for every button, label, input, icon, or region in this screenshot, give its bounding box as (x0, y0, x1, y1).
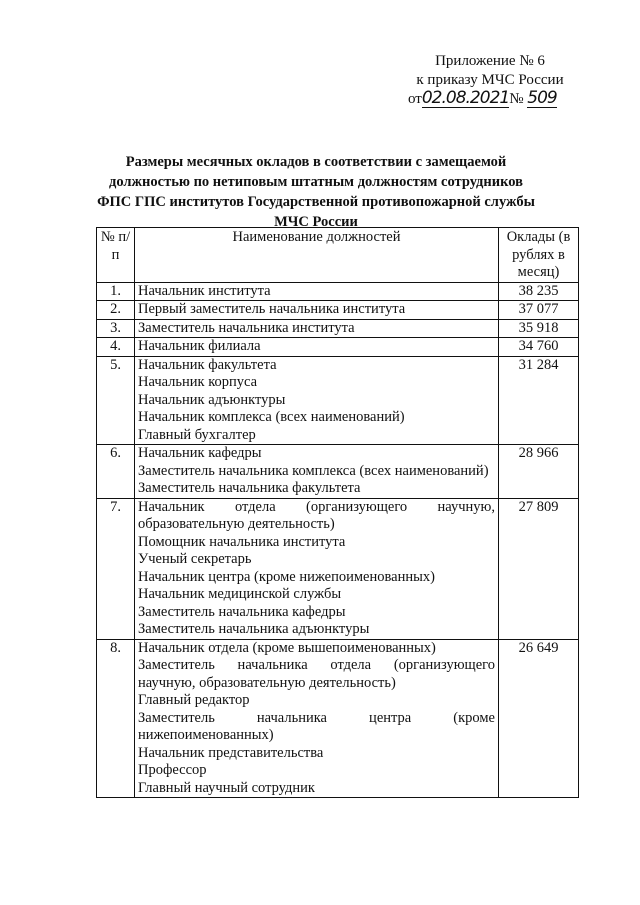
salary-value: 34 760 (499, 338, 579, 357)
table-row (97, 319, 579, 338)
row-number: 7. (97, 498, 135, 639)
position-name: Начальник медицинской службы (138, 586, 342, 602)
position-name: Главный редактор (138, 692, 250, 708)
row-number: 8. (97, 639, 135, 798)
salary-value: 27 809 (499, 498, 579, 639)
header-name: Наименование должностей (135, 228, 499, 283)
row-number: 2. (97, 301, 135, 320)
table-row (97, 282, 579, 301)
position-name: Профессор (138, 762, 207, 778)
salary-value: 35 918 (499, 319, 579, 338)
table-body (97, 282, 579, 798)
row-number: 6. (97, 445, 135, 499)
salary-value: 28 966 (499, 445, 579, 499)
table-row (97, 301, 579, 320)
position-name: Главный бухгалтер (138, 426, 256, 443)
positions-cell (135, 445, 499, 499)
position-name: Начальник корпуса (138, 374, 258, 390)
position-name: Главный научный сотрудник (138, 779, 315, 796)
positions-cell (135, 639, 499, 798)
position-name: Заместитель начальника кафедры (138, 603, 346, 620)
handwritten-order-number: 509 (527, 88, 557, 108)
position-name: Начальник центра (кроме нижепоименованных) (138, 568, 435, 585)
positions-cell (135, 498, 499, 639)
position-name: Начальник комплекса (всех наименований) (138, 409, 405, 425)
row-number: 4. (97, 338, 135, 357)
row-number: 1. (97, 282, 135, 301)
position-name: Начальник представительства (138, 744, 324, 761)
position-name: Начальник факультета (138, 356, 277, 373)
table-row (97, 338, 579, 357)
number-sign: № (509, 91, 524, 107)
positions-cell (135, 301, 499, 320)
table-header-row (97, 228, 579, 283)
position-name: Первый заместитель начальника института (138, 301, 406, 317)
handwritten-date: 02.08.2021 (421, 88, 510, 108)
position-name: Заместитель начальника института (138, 319, 355, 336)
salary-value: 38 235 (499, 282, 579, 301)
header-num: № п/п (97, 228, 135, 283)
table-row (97, 498, 579, 639)
appendix-number: Приложение № 6 (435, 53, 545, 69)
position-name: Начальник филиала (138, 338, 261, 354)
position-name: Ученый секретарь (138, 551, 252, 567)
header-salary: Оклады (в рублях в месяц) (499, 228, 579, 283)
position-name: Заместитель начальника адъюнктуры (138, 621, 370, 637)
salary-table (96, 227, 579, 798)
from-prefix: от (408, 91, 422, 107)
position-name: Начальник института (138, 282, 271, 299)
positions-cell (135, 282, 499, 301)
position-name: Заместитель начальника комплекса (всех наименований) (138, 462, 489, 479)
positions-cell (135, 319, 499, 338)
salary-value: 37 077 (499, 301, 579, 320)
row-number: 5. (97, 356, 135, 445)
document-title: Размеры месячных окладов в соответствии с замещаемой должностью по нетиповым штатным должностям сотрудников ФПС ГПС институтов Государственной противопожарной службы МЧС России (97, 154, 535, 230)
row-number: 3. (97, 319, 135, 338)
order-date-line (400, 90, 580, 109)
position-name: Начальник адъюнктуры (138, 391, 286, 408)
salary-value: 31 284 (499, 356, 579, 445)
position-name: Начальник кафедры (138, 445, 262, 461)
positions-cell (135, 356, 499, 445)
position-name: Начальник отдела (организующего научную, образовательную деятельность) (138, 498, 495, 532)
appendix-block (400, 52, 580, 109)
positions-cell (135, 338, 499, 357)
position-name: Заместитель начальника отдела (организующего научную, образовательную деятельность) (138, 657, 495, 691)
table-row (97, 639, 579, 798)
order-reference: к приказу МЧС России (416, 72, 564, 88)
table-row (97, 445, 579, 499)
table-row (97, 356, 579, 445)
position-name: Помощник начальника института (138, 533, 346, 550)
position-name: Начальник отдела (кроме вышепоименованных) (138, 639, 436, 656)
position-name: Заместитель начальника факультета (138, 480, 361, 496)
position-name: Заместитель начальника центра (кроме нижепоименованных) (138, 709, 495, 743)
salary-value: 26 649 (499, 639, 579, 798)
